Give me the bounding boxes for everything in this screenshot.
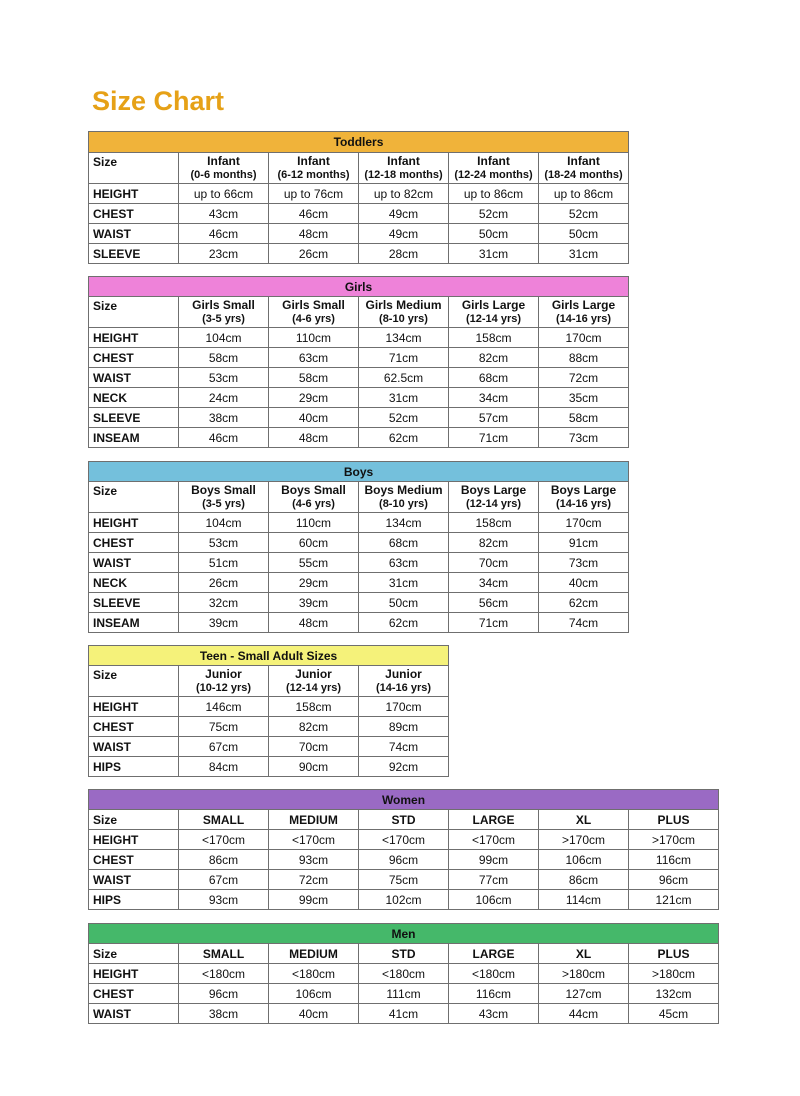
row-label: HEIGHT bbox=[89, 184, 179, 204]
table-cell: 121cm bbox=[629, 890, 719, 910]
table-cell: >180cm bbox=[539, 964, 629, 984]
table-cell: 50cm bbox=[539, 224, 629, 244]
row-label: HIPS bbox=[89, 757, 179, 777]
men-header: Men bbox=[89, 924, 719, 944]
women-header: Women bbox=[89, 790, 719, 810]
table-cell: >170cm bbox=[629, 830, 719, 850]
table-cell: 170cm bbox=[539, 513, 629, 533]
table-row bbox=[89, 890, 719, 910]
table-row bbox=[89, 204, 629, 224]
table-cell: 71cm bbox=[449, 428, 539, 448]
column-header: LARGE bbox=[449, 944, 539, 964]
table-cell: 158cm bbox=[449, 513, 539, 533]
table-cell: <180cm bbox=[359, 964, 449, 984]
table-cell: 63cm bbox=[359, 553, 449, 573]
table-cell: 90cm bbox=[269, 757, 359, 777]
table-cell: 99cm bbox=[269, 890, 359, 910]
table-cell: up to 76cm bbox=[269, 184, 359, 204]
table-cell: 60cm bbox=[269, 533, 359, 553]
table-cell: 82cm bbox=[449, 533, 539, 553]
table-cell: <170cm bbox=[269, 830, 359, 850]
row-label: INSEAM bbox=[89, 428, 179, 448]
column-header: XL bbox=[539, 944, 629, 964]
table-cell: 43cm bbox=[179, 204, 269, 224]
table-cell: 146cm bbox=[179, 697, 269, 717]
table-cell: 49cm bbox=[359, 224, 449, 244]
column-header: STD bbox=[359, 810, 449, 830]
women-table bbox=[88, 789, 719, 910]
table-cell: 110cm bbox=[269, 513, 359, 533]
table-cell: 34cm bbox=[449, 388, 539, 408]
table-cell: 58cm bbox=[179, 348, 269, 368]
table-cell: <180cm bbox=[269, 964, 359, 984]
column-header: Infant (18-24 months) bbox=[539, 153, 629, 184]
table-cell: 77cm bbox=[449, 870, 539, 890]
row-label: CHEST bbox=[89, 348, 179, 368]
table-row bbox=[89, 348, 629, 368]
column-header: Infant (6-12 months) bbox=[269, 153, 359, 184]
table-cell: 114cm bbox=[539, 890, 629, 910]
table-cell: 29cm bbox=[269, 573, 359, 593]
table-cell: 82cm bbox=[449, 348, 539, 368]
row-label: SLEEVE bbox=[89, 593, 179, 613]
table-cell: 48cm bbox=[269, 224, 359, 244]
table-cell: 158cm bbox=[269, 697, 359, 717]
table-cell: 67cm bbox=[179, 870, 269, 890]
table-cell: 104cm bbox=[179, 328, 269, 348]
row-label: WAIST bbox=[89, 737, 179, 757]
table-cell: 70cm bbox=[269, 737, 359, 757]
table-cell: 96cm bbox=[359, 850, 449, 870]
table-cell: 110cm bbox=[269, 328, 359, 348]
table-cell: up to 86cm bbox=[449, 184, 539, 204]
table-cell: 96cm bbox=[629, 870, 719, 890]
table-cell: 92cm bbox=[359, 757, 449, 777]
table-cell: 35cm bbox=[539, 388, 629, 408]
table-row bbox=[89, 244, 629, 264]
men-table bbox=[88, 923, 719, 1024]
table-row bbox=[89, 184, 629, 204]
column-header: Junior (14-16 yrs) bbox=[359, 666, 449, 697]
table-row bbox=[89, 717, 449, 737]
table-cell: 40cm bbox=[269, 1004, 359, 1024]
table-cell: 127cm bbox=[539, 984, 629, 1004]
table-row bbox=[89, 964, 719, 984]
table-cell: 63cm bbox=[269, 348, 359, 368]
table-cell: >170cm bbox=[539, 830, 629, 850]
table-cell: 55cm bbox=[269, 553, 359, 573]
column-header: Girls Small (4-6 yrs) bbox=[269, 297, 359, 328]
row-label: WAIST bbox=[89, 553, 179, 573]
size-label: Size bbox=[89, 944, 179, 964]
table-cell: 53cm bbox=[179, 533, 269, 553]
column-header: Boys Small (4-6 yrs) bbox=[269, 482, 359, 513]
row-label: INSEAM bbox=[89, 613, 179, 633]
page-title: Size Chart bbox=[92, 86, 225, 116]
table-cell: 72cm bbox=[269, 870, 359, 890]
table-cell: 71cm bbox=[359, 348, 449, 368]
table-cell: 68cm bbox=[449, 368, 539, 388]
table-row bbox=[89, 593, 629, 613]
size-label: Size bbox=[89, 153, 179, 184]
column-header: SMALL bbox=[179, 944, 269, 964]
table-cell: 73cm bbox=[539, 428, 629, 448]
row-label: NECK bbox=[89, 573, 179, 593]
row-label: CHEST bbox=[89, 850, 179, 870]
table-cell: up to 82cm bbox=[359, 184, 449, 204]
table-cell: 38cm bbox=[179, 408, 269, 428]
column-header: XL bbox=[539, 810, 629, 830]
table-cell: 62.5cm bbox=[359, 368, 449, 388]
column-header: SMALL bbox=[179, 810, 269, 830]
table-cell: 106cm bbox=[449, 890, 539, 910]
table-cell: 82cm bbox=[269, 717, 359, 737]
row-label: HEIGHT bbox=[89, 964, 179, 984]
row-label: HEIGHT bbox=[89, 513, 179, 533]
table-cell: 72cm bbox=[539, 368, 629, 388]
table-cell: 96cm bbox=[179, 984, 269, 1004]
table-cell: 46cm bbox=[179, 224, 269, 244]
column-header: Infant (12-18 months) bbox=[359, 153, 449, 184]
table-cell: 74cm bbox=[359, 737, 449, 757]
table-cell: 39cm bbox=[269, 593, 359, 613]
table-row bbox=[89, 368, 629, 388]
table-row bbox=[89, 850, 719, 870]
boys-header: Boys bbox=[89, 462, 629, 482]
column-header: STD bbox=[359, 944, 449, 964]
column-header: Junior (10-12 yrs) bbox=[179, 666, 269, 697]
table-cell: 75cm bbox=[179, 717, 269, 737]
table-cell: 75cm bbox=[359, 870, 449, 890]
table-cell: up to 66cm bbox=[179, 184, 269, 204]
table-cell: 45cm bbox=[629, 1004, 719, 1024]
girls-table bbox=[88, 276, 629, 448]
table-cell: 44cm bbox=[539, 1004, 629, 1024]
table-cell: 62cm bbox=[539, 593, 629, 613]
table-row bbox=[89, 553, 629, 573]
table-cell: 49cm bbox=[359, 204, 449, 224]
table-cell: 88cm bbox=[539, 348, 629, 368]
table-row bbox=[89, 388, 629, 408]
table-cell: 46cm bbox=[179, 428, 269, 448]
row-label: HEIGHT bbox=[89, 830, 179, 850]
row-label: WAIST bbox=[89, 368, 179, 388]
table-row bbox=[89, 513, 629, 533]
size-label: Size bbox=[89, 666, 179, 697]
table-cell: 52cm bbox=[539, 204, 629, 224]
table-row bbox=[89, 870, 719, 890]
table-cell: 67cm bbox=[179, 737, 269, 757]
table-row bbox=[89, 830, 719, 850]
toddlers-header: Toddlers bbox=[89, 132, 629, 153]
column-header: MEDIUM bbox=[269, 944, 359, 964]
table-cell: 39cm bbox=[179, 613, 269, 633]
teen-header: Teen - Small Adult Sizes bbox=[89, 646, 449, 666]
size-label: Size bbox=[89, 810, 179, 830]
row-label: HEIGHT bbox=[89, 697, 179, 717]
table-cell: 53cm bbox=[179, 368, 269, 388]
table-cell: 158cm bbox=[449, 328, 539, 348]
table-cell: 93cm bbox=[179, 890, 269, 910]
table-row bbox=[89, 757, 449, 777]
table-cell: 134cm bbox=[359, 328, 449, 348]
column-header: Boys Large (14-16 yrs) bbox=[539, 482, 629, 513]
table-row bbox=[89, 428, 629, 448]
boys-table bbox=[88, 461, 629, 633]
table-cell: 31cm bbox=[359, 573, 449, 593]
row-label: SLEEVE bbox=[89, 244, 179, 264]
row-label: CHEST bbox=[89, 984, 179, 1004]
size-label: Size bbox=[89, 482, 179, 513]
table-cell: 43cm bbox=[449, 1004, 539, 1024]
row-label: SLEEVE bbox=[89, 408, 179, 428]
table-cell: 132cm bbox=[629, 984, 719, 1004]
row-label: HEIGHT bbox=[89, 328, 179, 348]
column-header: Girls Small (3-5 yrs) bbox=[179, 297, 269, 328]
row-label: WAIST bbox=[89, 870, 179, 890]
table-cell: 93cm bbox=[269, 850, 359, 870]
table-cell: 86cm bbox=[179, 850, 269, 870]
table-cell: 24cm bbox=[179, 388, 269, 408]
table-cell: 102cm bbox=[359, 890, 449, 910]
column-header: Girls Medium (8-10 yrs) bbox=[359, 297, 449, 328]
row-label: WAIST bbox=[89, 1004, 179, 1024]
table-cell: 74cm bbox=[539, 613, 629, 633]
table-row bbox=[89, 408, 629, 428]
table-cell: 26cm bbox=[269, 244, 359, 264]
table-row bbox=[89, 328, 629, 348]
table-cell: 56cm bbox=[449, 593, 539, 613]
column-header: Infant (0-6 months) bbox=[179, 153, 269, 184]
table-cell: 41cm bbox=[359, 1004, 449, 1024]
column-header: Boys Medium (8-10 yrs) bbox=[359, 482, 449, 513]
table-cell: 134cm bbox=[359, 513, 449, 533]
column-header: Junior (12-14 yrs) bbox=[269, 666, 359, 697]
teen-table bbox=[88, 645, 449, 777]
table-cell: 51cm bbox=[179, 553, 269, 573]
table-cell: 89cm bbox=[359, 717, 449, 737]
table-cell: 91cm bbox=[539, 533, 629, 553]
table-cell: 111cm bbox=[359, 984, 449, 1004]
table-cell: 84cm bbox=[179, 757, 269, 777]
column-header: Boys Small (3-5 yrs) bbox=[179, 482, 269, 513]
table-cell: 58cm bbox=[269, 368, 359, 388]
table-cell: 31cm bbox=[359, 388, 449, 408]
table-row bbox=[89, 984, 719, 1004]
table-cell: 48cm bbox=[269, 613, 359, 633]
table-cell: 70cm bbox=[449, 553, 539, 573]
table-cell: 52cm bbox=[449, 204, 539, 224]
table-cell: 29cm bbox=[269, 388, 359, 408]
table-cell: 28cm bbox=[359, 244, 449, 264]
table-cell: 170cm bbox=[359, 697, 449, 717]
table-row bbox=[89, 613, 629, 633]
size-label: Size bbox=[89, 297, 179, 328]
column-header: LARGE bbox=[449, 810, 539, 830]
table-cell: 170cm bbox=[539, 328, 629, 348]
column-header: PLUS bbox=[629, 810, 719, 830]
table-cell: >180cm bbox=[629, 964, 719, 984]
table-row bbox=[89, 697, 449, 717]
table-cell: 26cm bbox=[179, 573, 269, 593]
table-row bbox=[89, 573, 629, 593]
table-cell: 40cm bbox=[539, 573, 629, 593]
table-cell: 58cm bbox=[539, 408, 629, 428]
column-header: Girls Large (14-16 yrs) bbox=[539, 297, 629, 328]
table-cell: 104cm bbox=[179, 513, 269, 533]
table-cell: <180cm bbox=[449, 964, 539, 984]
table-row bbox=[89, 533, 629, 553]
table-cell: 23cm bbox=[179, 244, 269, 264]
table-cell: 62cm bbox=[359, 613, 449, 633]
table-cell: 50cm bbox=[449, 224, 539, 244]
table-row bbox=[89, 737, 449, 757]
table-cell: 34cm bbox=[449, 573, 539, 593]
table-cell: 57cm bbox=[449, 408, 539, 428]
table-cell: <170cm bbox=[179, 830, 269, 850]
table-cell: 116cm bbox=[449, 984, 539, 1004]
row-label: CHEST bbox=[89, 717, 179, 737]
table-cell: <170cm bbox=[449, 830, 539, 850]
table-cell: 106cm bbox=[269, 984, 359, 1004]
column-header: PLUS bbox=[629, 944, 719, 964]
table-cell: 50cm bbox=[359, 593, 449, 613]
table-cell: 31cm bbox=[449, 244, 539, 264]
row-label: HIPS bbox=[89, 890, 179, 910]
table-cell: 62cm bbox=[359, 428, 449, 448]
row-label: CHEST bbox=[89, 204, 179, 224]
table-cell: 116cm bbox=[629, 850, 719, 870]
row-label: WAIST bbox=[89, 224, 179, 244]
girls-header: Girls bbox=[89, 277, 629, 297]
column-header: MEDIUM bbox=[269, 810, 359, 830]
table-cell: up to 86cm bbox=[539, 184, 629, 204]
toddlers-table bbox=[88, 131, 629, 264]
row-label: NECK bbox=[89, 388, 179, 408]
column-header: Girls Large (12-14 yrs) bbox=[449, 297, 539, 328]
table-cell: 40cm bbox=[269, 408, 359, 428]
table-cell: 86cm bbox=[539, 870, 629, 890]
table-cell: <180cm bbox=[179, 964, 269, 984]
table-cell: <170cm bbox=[359, 830, 449, 850]
table-cell: 71cm bbox=[449, 613, 539, 633]
table-cell: 32cm bbox=[179, 593, 269, 613]
table-cell: 68cm bbox=[359, 533, 449, 553]
table-cell: 46cm bbox=[269, 204, 359, 224]
table-cell: 73cm bbox=[539, 553, 629, 573]
table-cell: 48cm bbox=[269, 428, 359, 448]
table-cell: 38cm bbox=[179, 1004, 269, 1024]
table-cell: 31cm bbox=[539, 244, 629, 264]
column-header: Infant (12-24 months) bbox=[449, 153, 539, 184]
table-cell: 99cm bbox=[449, 850, 539, 870]
row-label: CHEST bbox=[89, 533, 179, 553]
table-row bbox=[89, 1004, 719, 1024]
table-row bbox=[89, 224, 629, 244]
table-cell: 106cm bbox=[539, 850, 629, 870]
column-header: Boys Large (12-14 yrs) bbox=[449, 482, 539, 513]
table-cell: 52cm bbox=[359, 408, 449, 428]
